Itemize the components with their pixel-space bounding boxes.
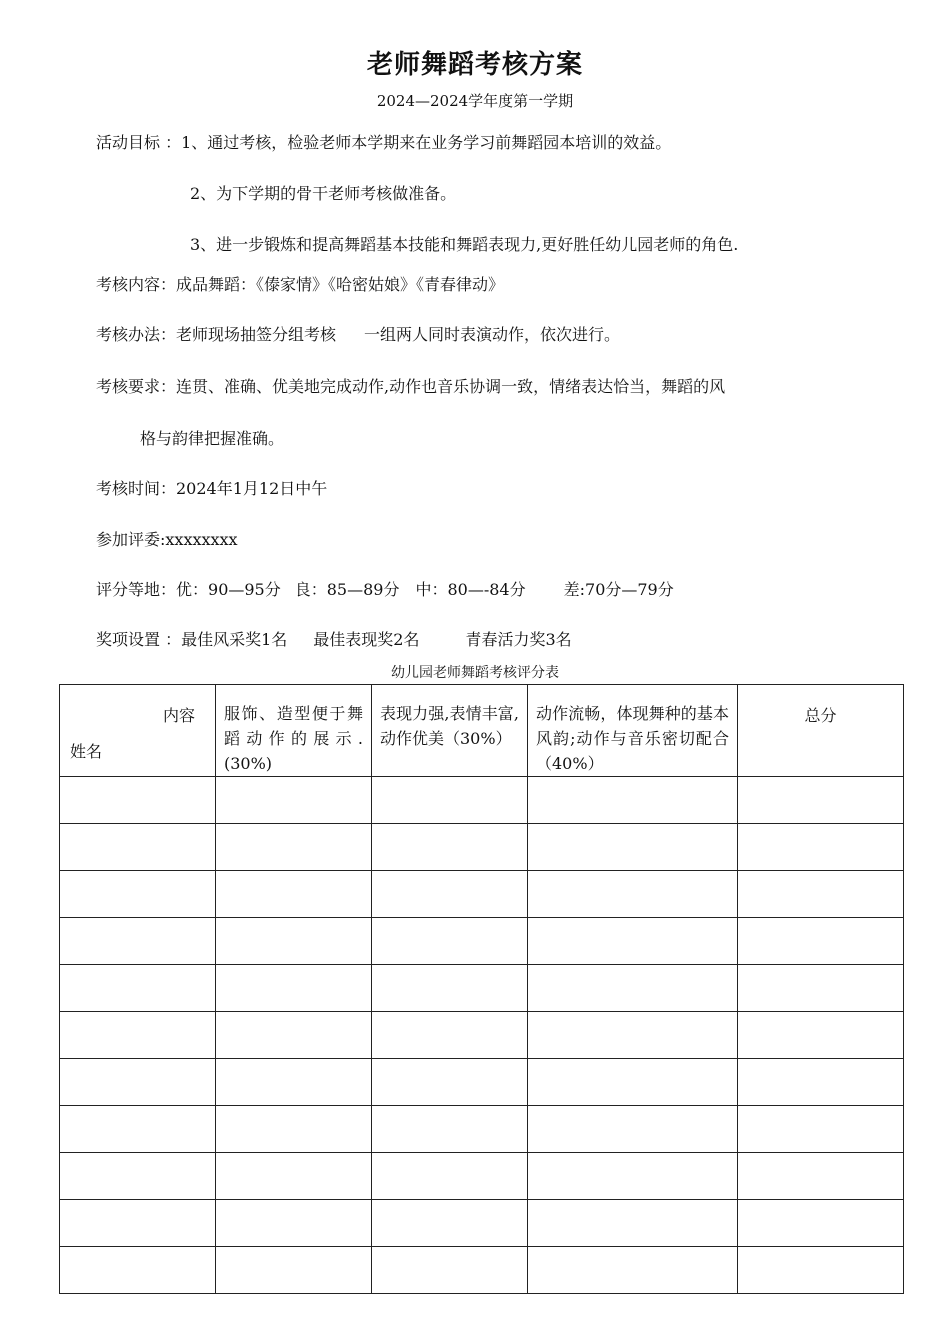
total-cell	[738, 1012, 904, 1059]
score-cell	[528, 871, 738, 918]
score-cell	[528, 824, 738, 871]
table-body	[60, 777, 904, 1294]
score-cell	[372, 1106, 528, 1153]
score-cell	[216, 1059, 372, 1106]
total-cell	[738, 1059, 904, 1106]
header-movement: 动作流畅，体现舞种的基本风韵;动作与音乐密切配合（40%）	[528, 685, 738, 777]
score-cell	[528, 777, 738, 824]
total-cell	[738, 871, 904, 918]
score-cell	[372, 1153, 528, 1200]
score-cell	[528, 918, 738, 965]
grade-poor: 差:70分—79分	[563, 580, 674, 599]
name-cell	[60, 824, 216, 871]
score-table	[59, 684, 904, 1294]
name-cell	[60, 965, 216, 1012]
name-cell	[60, 1200, 216, 1247]
score-cell	[216, 918, 372, 965]
score-cell	[372, 777, 528, 824]
method-text-a: 考核办法：老师现场抽签分组考核	[96, 325, 337, 344]
score-cell	[216, 871, 372, 918]
name-cell	[60, 777, 216, 824]
document-subtitle: 2024—2024学年度第一学期	[376, 92, 574, 110]
score-cell	[216, 1200, 372, 1247]
award-3: 青春活力奖3名	[465, 630, 572, 649]
table-row	[60, 1247, 904, 1294]
grades-label: 评分等地：	[96, 580, 177, 599]
total-cell	[738, 824, 904, 871]
header-content-label: 内容	[162, 706, 195, 725]
name-cell	[60, 918, 216, 965]
name-cell	[60, 1106, 216, 1153]
score-cell	[372, 965, 528, 1012]
total-cell	[738, 1247, 904, 1294]
total-cell	[738, 1200, 904, 1247]
table-row	[60, 1012, 904, 1059]
table-row	[60, 1106, 904, 1153]
document-title: 老师舞蹈考核方案	[366, 50, 583, 80]
awards-label: 奖项设置 ：	[96, 630, 182, 649]
score-cell	[216, 824, 372, 871]
assessment-content: 考核内容：成品舞蹈：《傣家情》《哈密姑娘》《青春律动》	[96, 275, 505, 294]
score-cell	[216, 965, 372, 1012]
table-header-row	[60, 685, 904, 777]
score-cell	[216, 1153, 372, 1200]
score-cell	[528, 1200, 738, 1247]
table-row	[60, 918, 904, 965]
assessment-method	[96, 322, 620, 345]
score-cell	[372, 918, 528, 965]
table-row	[60, 1200, 904, 1247]
total-cell	[738, 965, 904, 1012]
score-cell	[528, 1106, 738, 1153]
goal-item-2: 2、为下学期的骨干老师考核做准备。	[190, 184, 457, 203]
grade-medium: 中：80—-84分	[415, 580, 526, 599]
goal-line-1	[96, 130, 671, 153]
total-cell	[738, 1153, 904, 1200]
table-row	[60, 824, 904, 871]
score-cell	[372, 1012, 528, 1059]
grade-excellent: 优：90—95分	[176, 580, 281, 599]
total-cell	[738, 918, 904, 965]
table-row	[60, 1059, 904, 1106]
table-row	[60, 965, 904, 1012]
name-cell	[60, 871, 216, 918]
score-cell	[528, 1247, 738, 1294]
score-cell	[372, 1059, 528, 1106]
score-cell	[216, 1106, 372, 1153]
score-cell	[528, 1012, 738, 1059]
header-total: 总分	[738, 685, 904, 777]
header-expression: 表现力强,表情丰富,动作优美（30%）	[372, 685, 528, 777]
name-cell	[60, 1059, 216, 1106]
award-settings	[96, 627, 572, 650]
table-row	[60, 777, 904, 824]
goal-item-3: 3、进一步锻炼和提高舞蹈基本技能和舞蹈表现力,更好胜任幼儿园老师的角色.	[190, 235, 739, 254]
score-cell	[216, 1247, 372, 1294]
assessment-requirement-line-1: 考核要求：连贯、准确、优美地完成动作,动作也音乐协调一致，情绪表达恰当，舞蹈的风	[96, 377, 726, 396]
goal-item-1: 1、通过考核，检验老师本学期来在业务学习前舞蹈园本培训的效益。	[181, 133, 672, 152]
score-cell	[372, 1200, 528, 1247]
name-cell	[60, 1247, 216, 1294]
score-cell	[528, 1153, 738, 1200]
award-1: 最佳风采奖1名	[181, 630, 288, 649]
assessment-time: 考核时间：2024年1月12日中午	[96, 479, 328, 498]
score-cell	[372, 824, 528, 871]
score-cell	[216, 777, 372, 824]
method-text-b: 一组两人同时表演动作，依次进行。	[364, 325, 621, 344]
grade-good: 良：85—89分	[294, 580, 400, 599]
header-costume: 服饰、造型便于舞蹈动作的展示.(30%)	[216, 685, 372, 777]
judges: 参加评委:xxxxxxxx	[96, 530, 238, 549]
name-cell	[60, 1153, 216, 1200]
goals-label: 活动目标 ：	[96, 133, 182, 152]
score-cell	[528, 965, 738, 1012]
score-cell	[528, 1059, 738, 1106]
header-name-label: 姓名	[70, 742, 103, 761]
score-cell	[216, 1012, 372, 1059]
assessment-requirement-line-2: 格与韵律把握准确。	[140, 429, 285, 448]
score-cell	[372, 871, 528, 918]
grade-levels	[96, 577, 674, 600]
table-row	[60, 1153, 904, 1200]
award-2: 最佳表现奖2名	[313, 630, 420, 649]
table-caption: 幼儿园老师舞蹈考核评分表	[391, 665, 559, 681]
name-cell	[60, 1012, 216, 1059]
total-cell	[738, 777, 904, 824]
score-cell	[372, 1247, 528, 1294]
total-cell	[738, 1106, 904, 1153]
table-row	[60, 871, 904, 918]
header-corner-cell	[60, 685, 216, 777]
